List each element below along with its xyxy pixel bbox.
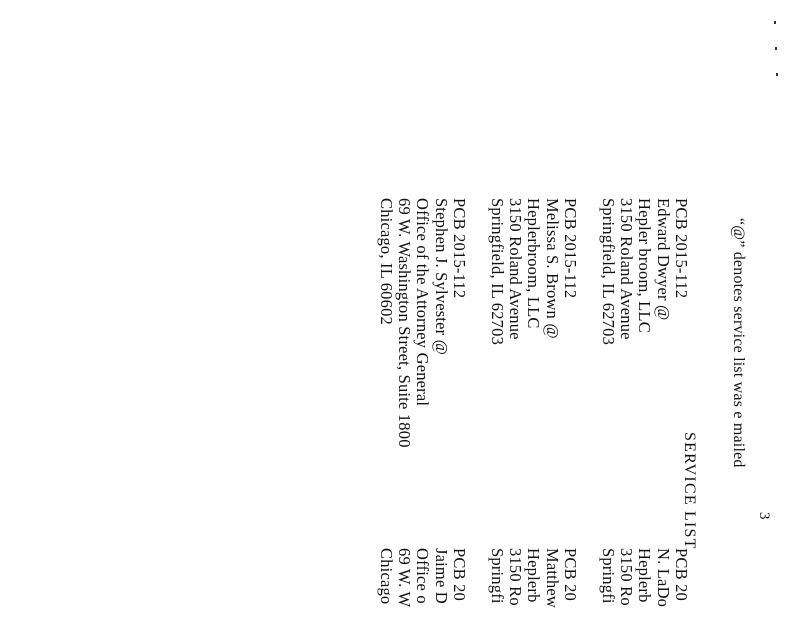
- organization: Hepler broom, LLC: [635, 198, 655, 333]
- contact-name: Jaime D: [431, 548, 451, 604]
- case-number: PCB 2015-112: [672, 198, 691, 299]
- contact-name: Melissa S. Brown @: [542, 198, 562, 339]
- contact-name: Stephen J. Sylvester @: [431, 198, 451, 356]
- contact-name: Edward Dwyer @: [653, 198, 673, 321]
- case-number: PCB 2015-112: [561, 198, 580, 299]
- city-state-zip: Chicago: [376, 548, 396, 605]
- street-address: 3150 Roland Avenue: [617, 198, 637, 340]
- city-state-zip: Springfi: [598, 548, 618, 604]
- street-address: 69 W. Washington Street, Suite 1800: [395, 198, 415, 448]
- service-note: “@” denotes service list was e mailed: [730, 218, 747, 468]
- street-address: 3150 Ro: [617, 548, 637, 606]
- service-entry: [488, 548, 579, 608]
- street-address: 3150 Roland Avenue: [506, 198, 526, 340]
- organization: Heplerb: [635, 548, 655, 603]
- scan-speck: [774, 21, 776, 24]
- service-entry: [377, 198, 468, 448]
- organization: Heplerb: [524, 548, 544, 603]
- case-number: PCB 20: [450, 548, 469, 602]
- city-state-zip: Springfi: [487, 548, 507, 604]
- organization: Office o: [413, 548, 433, 604]
- page-number: 3: [756, 512, 772, 520]
- street-address: 3150 Ro: [506, 548, 526, 606]
- service-entry: [377, 548, 468, 607]
- street-address: 69 W. W: [395, 548, 415, 608]
- service-entry: [599, 548, 690, 607]
- organization: Heplerbroom, LLC: [524, 198, 544, 329]
- scan-speck: [776, 73, 778, 76]
- service-list-heading: SERVICE LIST: [681, 432, 698, 550]
- city-state-zip: Springfield, IL 62703: [487, 198, 507, 346]
- service-entry: [488, 198, 579, 345]
- service-entry: [599, 198, 690, 345]
- city-state-zip: Chicago, IL 60602: [376, 198, 396, 325]
- organization: Office of the Attorney General: [413, 198, 433, 407]
- case-number: PCB 2015-112: [450, 198, 469, 299]
- contact-name: N. LaDo: [653, 548, 673, 608]
- case-number: PCB 20: [672, 548, 691, 602]
- case-number: PCB 20: [561, 548, 580, 602]
- contact-name: Matthew: [542, 548, 562, 609]
- scan-speck: [775, 47, 777, 50]
- city-state-zip: Springfield, IL 62703: [598, 198, 618, 346]
